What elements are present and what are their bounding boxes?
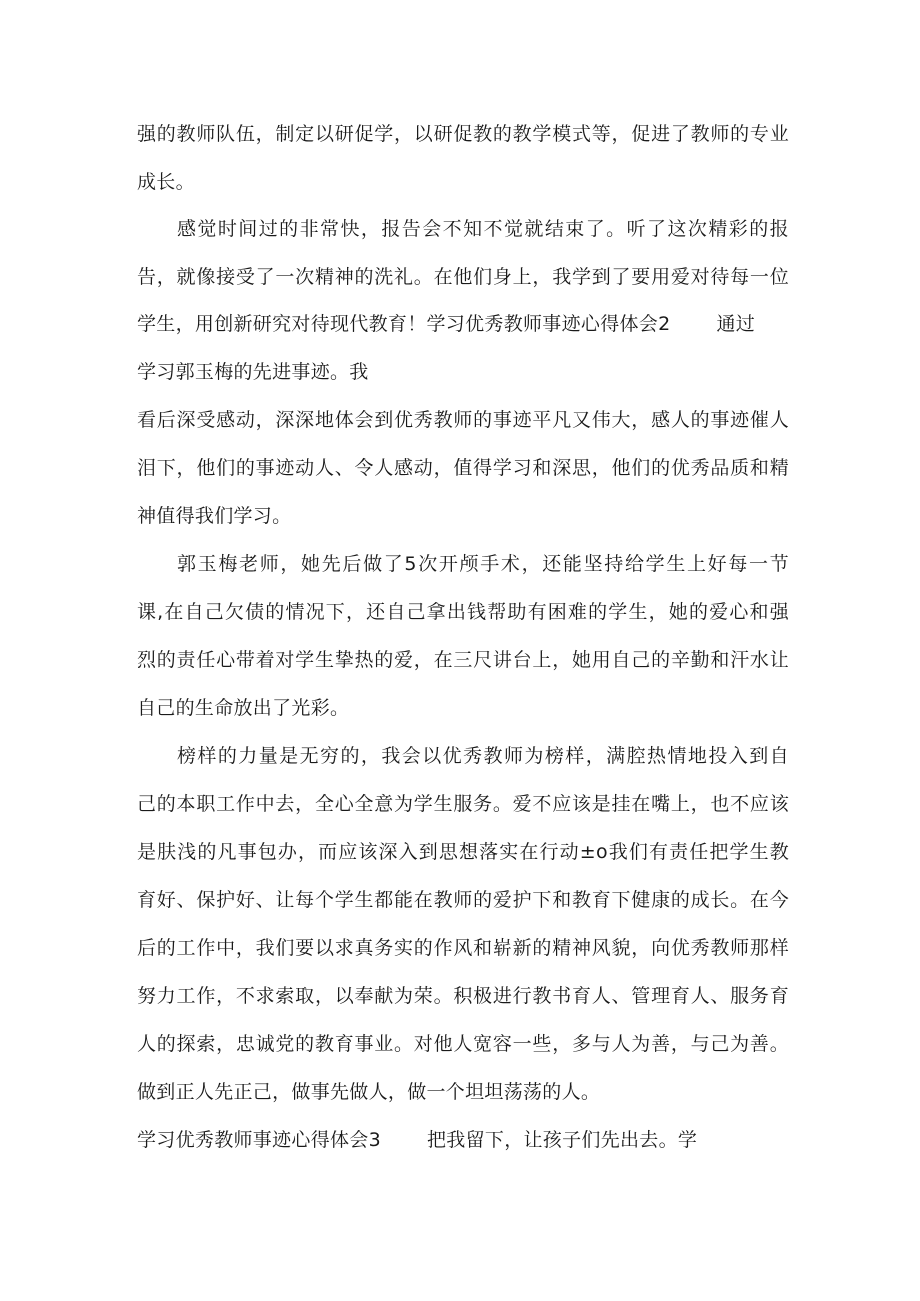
paragraph-first-line: 榜样的力量是无穷的，我会以优秀教师为榜样，满腔热情地投入到自 — [177, 745, 789, 767]
text-line: 学习郭玉梅的先进事迹。我 — [137, 361, 369, 383]
text-line: 人的探索，忠诚党的教育事业。对他人宽容一些，多与人为善，与己为善。 — [137, 1033, 789, 1055]
text-line: 强的教师队伍，制定以研促学，以研促教的教学模式等，促进了教师的专业 — [137, 123, 789, 145]
text-line: 课,在自己欠债的情况下，还自己拿出钱帮助有困难的学生，她的爱心和强 — [137, 601, 789, 623]
text-line: 成长。 — [137, 171, 195, 193]
text-segment: 学生，用创新研究对待现代教育！学习优秀教师事迹心得体会2 — [137, 313, 671, 335]
text-line: 是肤浅的凡事包办，而应该深入到思想落实在行动±o我们有责任把学生教 — [137, 841, 789, 863]
text-line: 看后深受感动，深深地体会到优秀教师的事迹平凡又伟大，感人的事迹催人 — [137, 409, 789, 431]
text-line: 泪下，他们的事迹动人、令人感动，值得学习和深思，他们的优秀品质和精 — [137, 457, 789, 479]
paragraph-first-line: 感觉时间过的非常快，报告会不知不觉就结束了。听了这次精彩的报 — [177, 218, 789, 240]
text-line-with-heading — [137, 1127, 697, 1153]
text-line: 自己的生命放出了光彩。 — [137, 697, 350, 719]
text-line: 烈的责任心带着对学生挚热的爱，在三尺讲台上，她用自己的辛勤和汗水让 — [137, 649, 789, 671]
text-line: 做到正人先正己，做事先做人，做一个坦坦荡荡的人。 — [137, 1081, 601, 1103]
text-line: 神值得我们学习。 — [137, 505, 292, 527]
text-line: 告，就像接受了一次精神的洗礼。在他们身上，我学到了要用爱对待每一位 — [137, 266, 789, 288]
text-line: 努力工作，不求索取，以奉献为荣。积极进行教书育人、管理育人、服务育 — [137, 985, 789, 1007]
paragraph-first-line: 郭玉梅老师，她先后做了5次开颅手术，还能坚持给学生上好每一节 — [177, 553, 789, 575]
section-heading: 学习优秀教师事迹心得体会3 — [137, 1129, 381, 1151]
text-segment: 通过 — [716, 313, 756, 335]
text-segment: 把我留下，让孩子们先出去。学 — [427, 1129, 698, 1151]
text-line: 育好、保护好、让每个学生都能在教师的爱护下和教育下健康的成长。在今 — [137, 889, 789, 911]
text-line: 后的工作中，我们要以求真务实的作风和崭新的精神风貌，向优秀教师那样 — [137, 937, 789, 959]
text-line: 己的本职工作中去，全心全意为学生服务。爱不应该是挂在嘴上，也不应该 — [137, 793, 789, 815]
text-line-with-heading — [137, 311, 755, 337]
